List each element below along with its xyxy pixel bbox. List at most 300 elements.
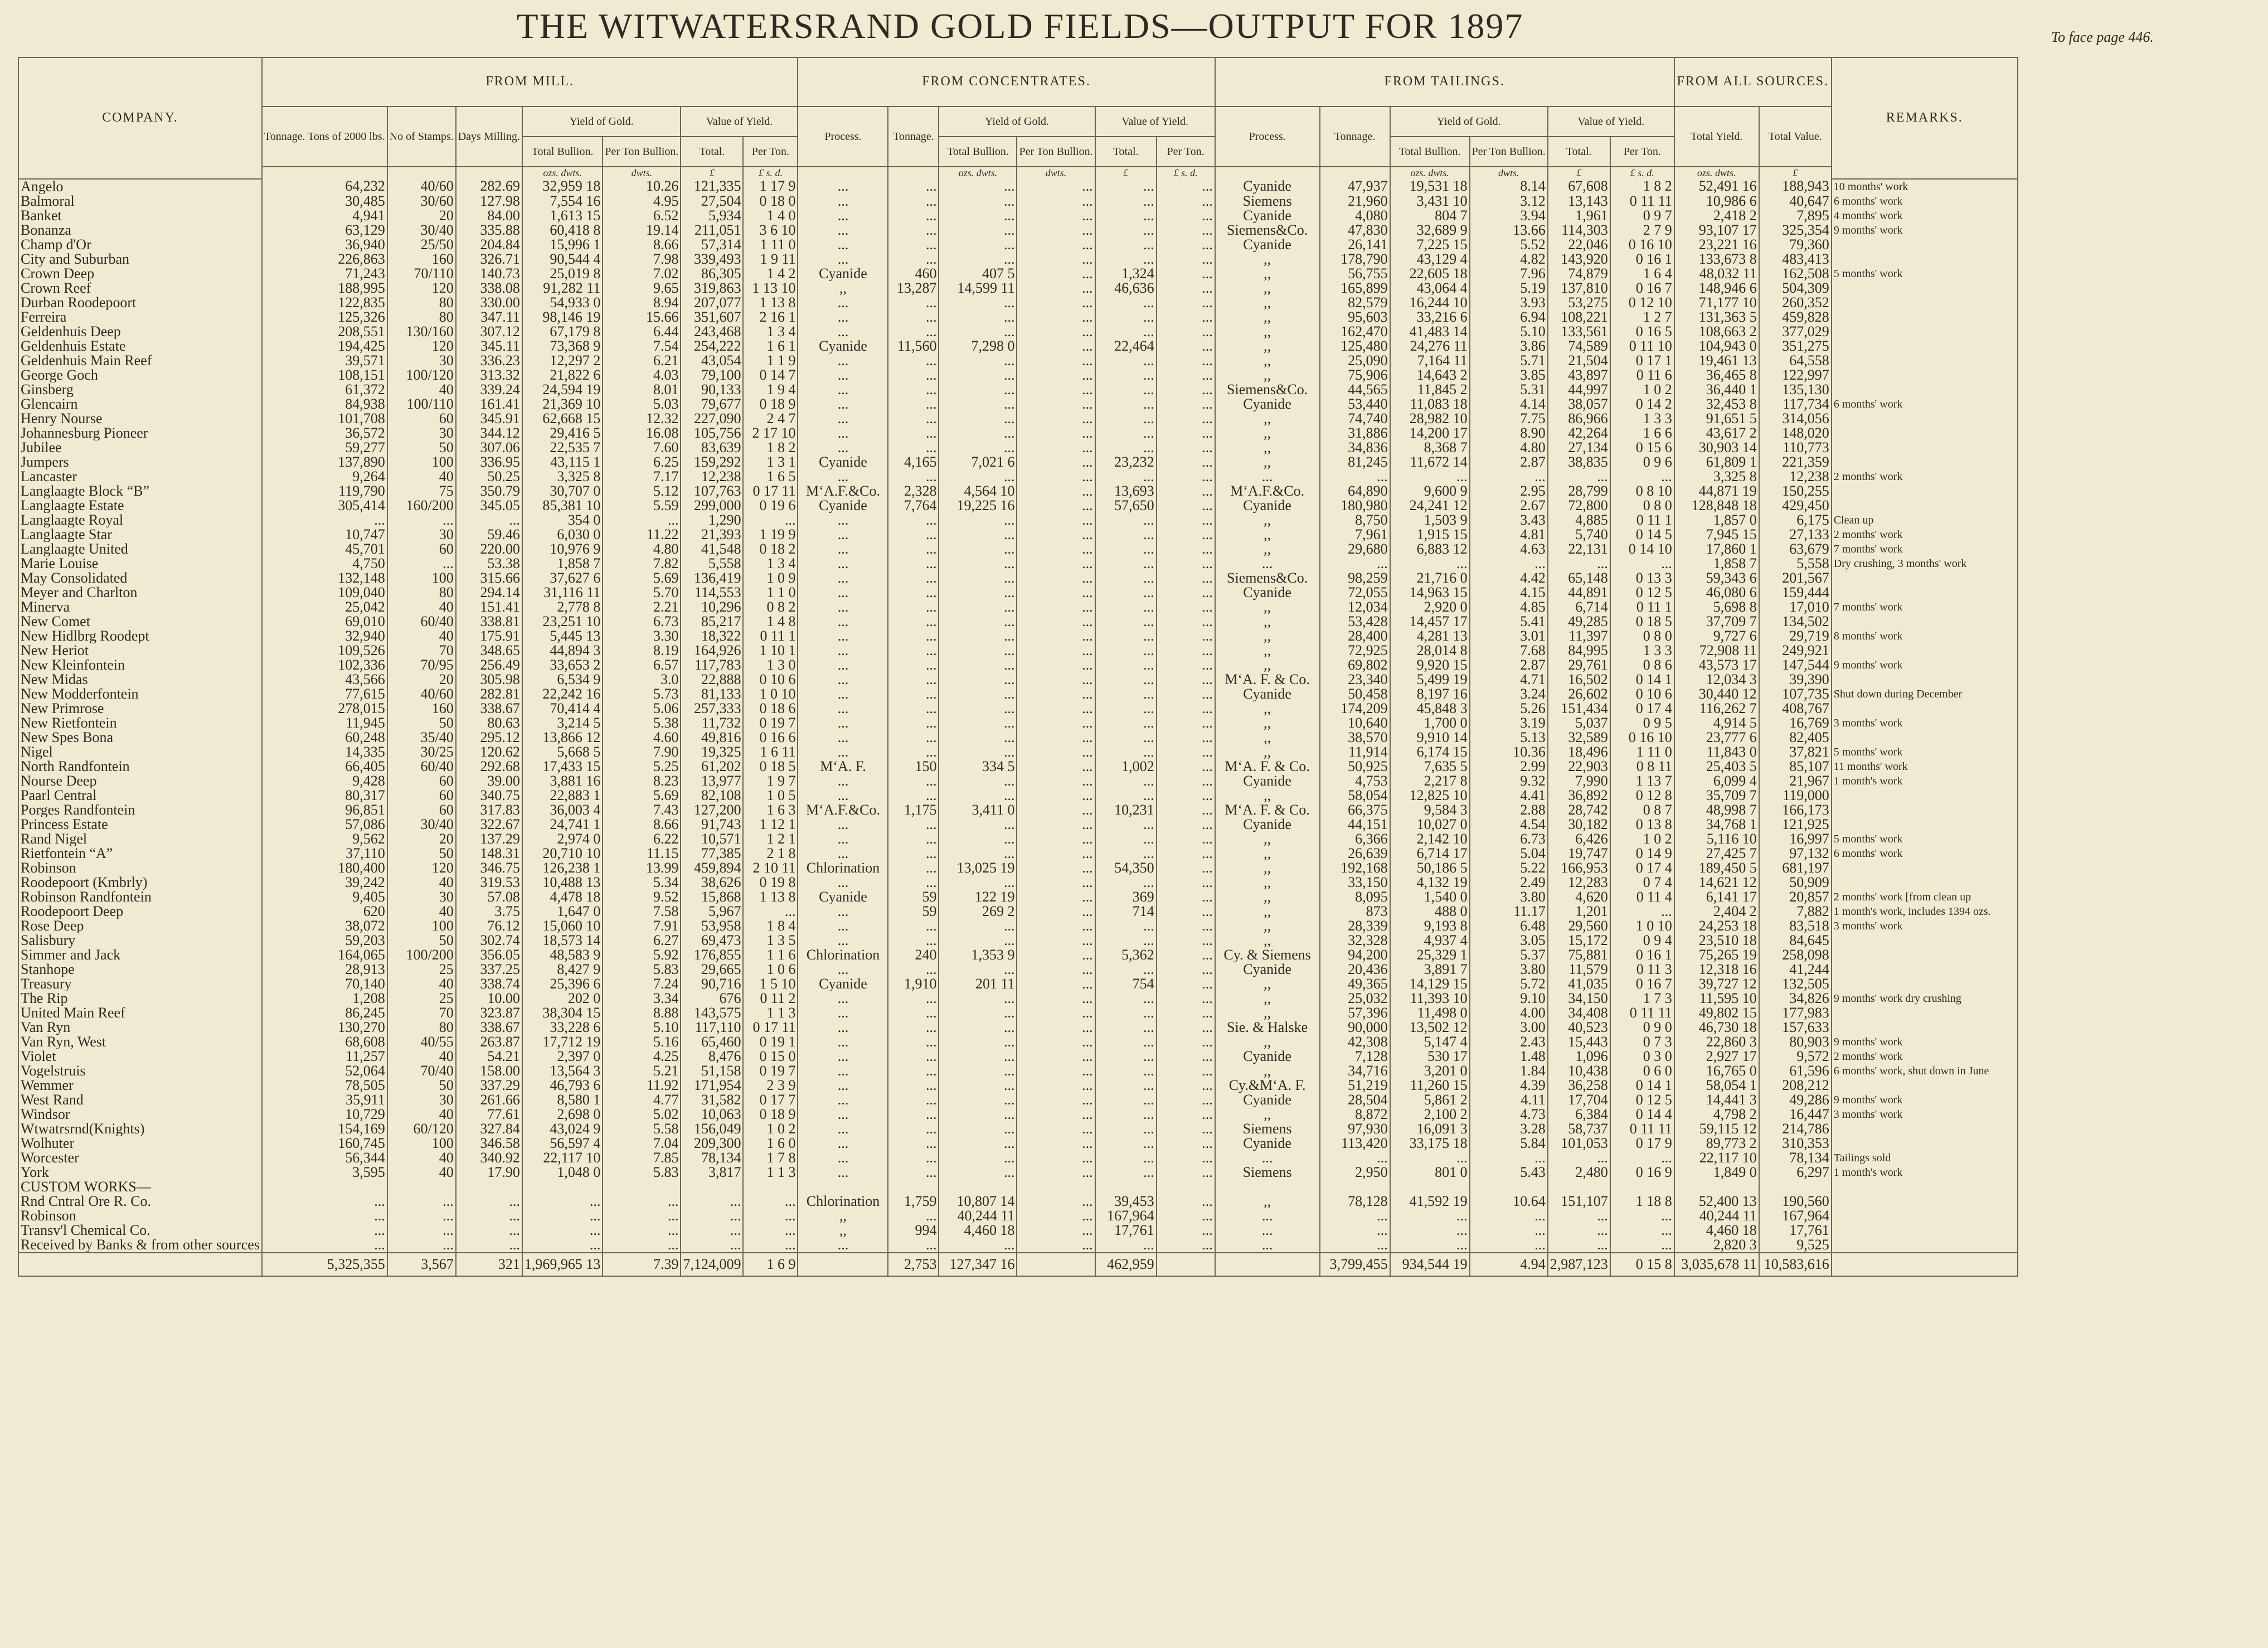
table-cell: 13,977 xyxy=(681,774,743,788)
table-row xyxy=(18,484,2018,498)
table-cell: 52,064 xyxy=(262,1064,387,1078)
table-cell: ... xyxy=(743,1223,798,1238)
table-cell: ... xyxy=(1157,1194,1215,1209)
company-name: Geldenhuis Estate xyxy=(18,339,262,353)
table-cell: 93,107 17 xyxy=(1674,223,1759,237)
table-cell: 2,927 17 xyxy=(1674,1049,1759,1064)
total-cell: 4.94 xyxy=(1470,1253,1548,1276)
table-cell: 47,830 xyxy=(1320,223,1390,237)
table-row xyxy=(18,1122,2018,1136)
table-cell: ... xyxy=(1095,629,1157,643)
table-cell: 0 9 4 xyxy=(1610,933,1674,948)
table-row xyxy=(18,1107,2018,1122)
table-cell: 269 2 xyxy=(939,904,1017,919)
table-cell: 78,128 xyxy=(1320,1194,1390,1209)
table-cell: ... xyxy=(888,209,939,223)
table-cell: 1 2 7 xyxy=(1610,310,1674,324)
table-cell: ,, xyxy=(1215,440,1320,455)
table-cell: ,, xyxy=(1215,846,1320,861)
table-cell: ... xyxy=(798,730,888,745)
table-cell: 620 xyxy=(262,904,387,919)
table-cell: ... xyxy=(1095,382,1157,397)
table-cell: ... xyxy=(1157,991,1215,1006)
remark-cell xyxy=(1832,875,2018,890)
table-cell: 84,995 xyxy=(1548,643,1610,658)
table-cell: 7.68 xyxy=(1470,643,1548,658)
table-cell: 3.24 xyxy=(1470,687,1548,701)
table-cell: 4.82 xyxy=(1470,252,1548,266)
table-cell: 11,560 xyxy=(888,339,939,353)
table-row xyxy=(18,687,2018,701)
table-cell: ... xyxy=(1095,469,1157,484)
table-cell: 0 16 7 xyxy=(1610,977,1674,991)
company-name: Van Ryn xyxy=(18,1020,262,1035)
table-cell: 14,621 12 xyxy=(1674,875,1759,890)
table-cell: ... xyxy=(1017,469,1095,484)
table-cell: 78,134 xyxy=(681,1151,743,1165)
table-cell: 32,959 18 xyxy=(522,179,603,194)
table-cell: ,, xyxy=(1215,513,1320,527)
table-cell: 6.27 xyxy=(603,933,681,948)
table-cell: ... xyxy=(798,209,888,223)
table-cell: 100 xyxy=(387,571,456,585)
table-cell: 45,848 3 xyxy=(1390,701,1470,716)
table-cell: ... xyxy=(1470,556,1548,571)
table-cell: 4.15 xyxy=(1470,585,1548,600)
table-cell: Chlorination xyxy=(798,861,888,875)
table-cell: 53,440 xyxy=(1320,397,1390,411)
table-cell: 1,096 xyxy=(1548,1049,1610,1064)
table-cell: ... xyxy=(939,919,1017,933)
table-cell: ... xyxy=(798,788,888,803)
table-cell: ... xyxy=(798,426,888,440)
table-cell: 504,309 xyxy=(1759,281,1832,295)
table-cell: ... xyxy=(939,1107,1017,1122)
table-cell: 1 1 0 xyxy=(743,585,798,600)
table-cell: ... xyxy=(1215,1151,1320,1165)
table-cell: ... xyxy=(1095,774,1157,788)
table-cell: ... xyxy=(939,614,1017,629)
table-cell: 53,428 xyxy=(1320,614,1390,629)
table-cell: 41,483 14 xyxy=(1390,324,1470,339)
table-cell: 43,054 xyxy=(681,353,743,368)
table-cell: ... xyxy=(888,324,939,339)
table-cell: 1 7 3 xyxy=(1610,991,1674,1006)
table-cell: 49,286 xyxy=(1759,1093,1832,1107)
table-cell: 33,228 6 xyxy=(522,1020,603,1035)
table-cell: 0 8 10 xyxy=(1610,484,1674,498)
table-cell: ,, xyxy=(1215,991,1320,1006)
table-cell: ,, xyxy=(1215,701,1320,716)
table-cell: 46,730 18 xyxy=(1674,1020,1759,1035)
table-cell: ... xyxy=(1390,1209,1470,1223)
table-cell: ... xyxy=(603,1223,681,1238)
table-cell: 180,980 xyxy=(1320,498,1390,513)
table-cell: 19,325 xyxy=(681,745,743,759)
total-cell: 7,124,009 xyxy=(681,1253,743,1276)
from-mill-header: FROM MILL. xyxy=(262,57,798,106)
table-cell: 8.66 xyxy=(603,237,681,252)
table-cell: ,, xyxy=(1215,324,1320,339)
table-cell: Cyanide xyxy=(1215,1093,1320,1107)
table-row xyxy=(18,614,2018,629)
remark-cell xyxy=(1832,1020,2018,1035)
table-cell: 53.38 xyxy=(456,556,522,571)
table-cell: 2,698 0 xyxy=(522,1107,603,1122)
table-cell: 43,573 17 xyxy=(1674,658,1759,672)
remark-cell: 9 months' work xyxy=(1832,1035,2018,1049)
table-cell: 114,553 xyxy=(681,585,743,600)
table-cell: ... xyxy=(1157,310,1215,324)
table-cell: 0 11 11 xyxy=(1610,1006,1674,1020)
table-cell: ... xyxy=(1157,209,1215,223)
table-cell: ... xyxy=(888,745,939,759)
table-cell: 83,639 xyxy=(681,440,743,455)
company-name: West Rand xyxy=(18,1093,262,1107)
table-cell: 11,732 xyxy=(681,716,743,730)
remark-cell: 5 months' work xyxy=(1832,266,2018,281)
table-cell: 46,080 6 xyxy=(1674,585,1759,600)
table-cell: 150,255 xyxy=(1759,484,1832,498)
table-cell: ... xyxy=(743,1209,798,1223)
table-cell: 40 xyxy=(387,469,456,484)
table-cell: ... xyxy=(1095,716,1157,730)
table-cell: ... xyxy=(1095,368,1157,382)
table-cell: ... xyxy=(1157,469,1215,484)
table-cell: 0 19 8 xyxy=(743,875,798,890)
table-cell: 17,860 1 xyxy=(1674,542,1759,556)
table-cell: ... xyxy=(888,1020,939,1035)
table-cell: 50,458 xyxy=(1320,687,1390,701)
remark-cell xyxy=(1832,281,2018,295)
table-cell: 369 xyxy=(1095,890,1157,904)
table-row xyxy=(18,1209,2018,1223)
table-cell: ... xyxy=(1017,266,1095,281)
table-cell: ... xyxy=(939,1165,1017,1180)
table-cell: 75,265 19 xyxy=(1674,948,1759,962)
company-name: Ferreira xyxy=(18,310,262,324)
total-cell xyxy=(18,1253,262,1276)
table-cell: 5.59 xyxy=(603,498,681,513)
table-cell: 0 19 7 xyxy=(743,716,798,730)
table-cell: ... xyxy=(1017,1165,1095,1180)
table-cell: 1 0 9 xyxy=(743,571,798,585)
table-row xyxy=(18,237,2018,252)
table-cell: ,, xyxy=(1215,1006,1320,1020)
table-cell: 307.12 xyxy=(456,324,522,339)
table-cell: 1 0 2 xyxy=(1610,832,1674,846)
company-name: Champ d'Or xyxy=(18,237,262,252)
table-cell: ... xyxy=(1215,1209,1320,1223)
table-cell: 38,570 xyxy=(1320,730,1390,745)
company-name: New Spes Bona xyxy=(18,730,262,745)
total-cell: 127,347 16 xyxy=(939,1253,1017,1276)
table-cell: 9.10 xyxy=(1470,991,1548,1006)
table-cell: 45,701 xyxy=(262,542,387,556)
table-cell: 33,175 18 xyxy=(1390,1136,1470,1151)
table-cell: 714 xyxy=(1095,904,1157,919)
table-cell: 4.39 xyxy=(1470,1078,1548,1093)
table-cell: 11.17 xyxy=(1470,904,1548,919)
table-cell: 5.70 xyxy=(603,585,681,600)
table-cell: 208,551 xyxy=(262,324,387,339)
table-cell: ... xyxy=(1610,1238,1674,1253)
table-cell: 5.72 xyxy=(1470,977,1548,991)
table-cell: ... xyxy=(1215,556,1320,571)
table-cell: 7.98 xyxy=(603,252,681,266)
table-cell: 79,100 xyxy=(681,368,743,382)
table-cell: ... xyxy=(939,730,1017,745)
table-cell: 2,328 xyxy=(888,484,939,498)
table-cell: 52,491 16 xyxy=(1674,179,1759,194)
table-cell: ... xyxy=(1390,1238,1470,1253)
table-cell: ... xyxy=(1095,209,1157,223)
table-cell: 30 xyxy=(387,890,456,904)
table-cell: M‘A.F.&Co. xyxy=(1215,484,1320,498)
table-row xyxy=(18,324,2018,339)
remark-cell xyxy=(1832,948,2018,962)
table-cell: ... xyxy=(681,1238,743,1253)
table-cell: 54.21 xyxy=(456,1049,522,1064)
table-cell: ... xyxy=(1095,179,1157,194)
table-cell: 2.99 xyxy=(1470,759,1548,774)
table-cell: 4.11 xyxy=(1470,1093,1548,1107)
table-cell: 2,480 xyxy=(1548,1165,1610,1180)
table-cell: 143,575 xyxy=(681,1006,743,1020)
table-cell: ... xyxy=(1548,1209,1610,1223)
table-cell: ... xyxy=(798,1107,888,1122)
table-cell: 30/40 xyxy=(387,223,456,237)
table-cell: ... xyxy=(1157,324,1215,339)
table-cell: ... xyxy=(1095,846,1157,861)
table-cell: 1 3 0 xyxy=(743,658,798,672)
table-cell: 60,418 8 xyxy=(522,223,603,237)
table-cell: ... xyxy=(1095,295,1157,310)
table-cell: 8,872 xyxy=(1320,1107,1390,1122)
table-cell: 2,217 8 xyxy=(1390,774,1470,788)
table-cell: 0 19 1 xyxy=(743,1035,798,1049)
table-cell: 337.29 xyxy=(456,1078,522,1093)
unit-pound: £ xyxy=(1548,167,1610,179)
table-cell: ... xyxy=(603,513,681,527)
table-cell: 3,817 xyxy=(681,1165,743,1180)
table-cell: 23,340 xyxy=(1320,672,1390,687)
remark-cell: 6 months' work, shut down in June xyxy=(1832,1064,2018,1078)
table-cell: 0 19 7 xyxy=(743,1064,798,1078)
table-cell: 4,885 xyxy=(1548,513,1610,527)
table-cell: 105,756 xyxy=(681,426,743,440)
table-cell: 8.88 xyxy=(603,1006,681,1020)
table-cell: 1 17 9 xyxy=(743,179,798,194)
table-cell: 1 11 0 xyxy=(1610,745,1674,759)
table-cell: ... xyxy=(1095,1136,1157,1151)
table-cell: 22,131 xyxy=(1548,542,1610,556)
table-cell: ... xyxy=(939,295,1017,310)
table-cell: ... xyxy=(1157,223,1215,237)
table-cell: ... xyxy=(1157,759,1215,774)
table-cell: 7.60 xyxy=(603,440,681,455)
table-cell: ... xyxy=(1095,1078,1157,1093)
table-cell: 11,945 xyxy=(262,716,387,730)
table-cell: 0 15 6 xyxy=(1610,440,1674,455)
table-cell: ... xyxy=(798,904,888,919)
table-cell: 5.83 xyxy=(603,962,681,977)
table-row xyxy=(18,542,2018,556)
table-cell: 1,910 xyxy=(888,977,939,991)
table-cell: 16,244 10 xyxy=(1390,295,1470,310)
table-cell: ,, xyxy=(1215,890,1320,904)
table-cell: 174,209 xyxy=(1320,701,1390,716)
table-cell: ... xyxy=(1095,237,1157,252)
table-cell: ... xyxy=(1157,179,1215,194)
table-cell: 13,564 3 xyxy=(522,1064,603,1078)
table-cell: 126,238 1 xyxy=(522,861,603,875)
table-cell: 2,142 10 xyxy=(1390,832,1470,846)
table-cell: M‘A.F.&Co. xyxy=(798,803,888,817)
table-cell: 0 11 4 xyxy=(1610,890,1674,904)
table-cell: 10,027 0 xyxy=(1390,817,1470,832)
table-cell: 66,375 xyxy=(1320,803,1390,817)
table-cell: 0 9 0 xyxy=(1610,1020,1674,1035)
remark-cell xyxy=(1832,411,2018,426)
table-cell: ... xyxy=(939,817,1017,832)
table-cell: 5,698 8 xyxy=(1674,600,1759,614)
table-cell: 5.22 xyxy=(1470,861,1548,875)
table-cell: 162,470 xyxy=(1320,324,1390,339)
table-cell: 79,360 xyxy=(1759,237,1832,252)
table-cell: 804 7 xyxy=(1390,209,1470,223)
table-row xyxy=(18,1006,2018,1020)
table-cell: ... xyxy=(681,1194,743,1209)
conc-per-ton-value-header: Per Ton. xyxy=(1157,137,1215,167)
table-cell: 94,200 xyxy=(1320,948,1390,962)
table-cell: ... xyxy=(798,1020,888,1035)
table-cell: ... xyxy=(1017,759,1095,774)
table-cell: 39,390 xyxy=(1759,672,1832,687)
table-cell: 100/110 xyxy=(387,397,456,411)
table-cell: ... xyxy=(1095,585,1157,600)
table-cell: 319.53 xyxy=(456,875,522,890)
table-cell: 27,133 xyxy=(1759,527,1832,542)
total-cell: 2,753 xyxy=(888,1253,939,1276)
table-cell: 19,747 xyxy=(1548,846,1610,861)
table-cell: ... xyxy=(939,643,1017,658)
table-cell: 4,798 2 xyxy=(1674,1107,1759,1122)
table-cell: 40/60 xyxy=(387,179,456,194)
table-cell: 9,727 6 xyxy=(1674,629,1759,643)
table-row xyxy=(18,1020,2018,1035)
table-cell: 125,326 xyxy=(262,310,387,324)
table-cell: 7.75 xyxy=(1470,411,1548,426)
table-cell: ,, xyxy=(1215,353,1320,368)
table-cell: 3,411 0 xyxy=(939,803,1017,817)
table-cell: 6,714 xyxy=(1548,600,1610,614)
table-cell: 63,129 xyxy=(262,223,387,237)
table-cell: 0 14 1 xyxy=(1610,1078,1674,1093)
table-cell: 101,708 xyxy=(262,411,387,426)
table-cell: ... xyxy=(939,324,1017,339)
table-cell: 530 17 xyxy=(1390,1049,1470,1064)
table-cell: 81,133 xyxy=(681,687,743,701)
table-cell: 65,148 xyxy=(1548,571,1610,585)
table-cell: 37,110 xyxy=(262,846,387,861)
table-cell: 12,034 xyxy=(1320,600,1390,614)
table-cell: ... xyxy=(798,179,888,194)
table-cell: 0 14 10 xyxy=(1610,542,1674,556)
table-cell: ... xyxy=(1017,788,1095,803)
remark-cell: 9 months' work xyxy=(1832,658,2018,672)
table-cell: 9.65 xyxy=(603,281,681,295)
table-cell: 0 19 6 xyxy=(743,498,798,513)
table-cell: ... xyxy=(1017,948,1095,962)
table-row xyxy=(18,803,2018,817)
table-cell: ... xyxy=(522,1194,603,1209)
table-cell: ,, xyxy=(1215,426,1320,440)
table-cell: 4.00 xyxy=(1470,1006,1548,1020)
table-cell: 148,020 xyxy=(1759,426,1832,440)
table-cell: ... xyxy=(1017,672,1095,687)
company-name: Jubilee xyxy=(18,440,262,455)
company-name: Lancaster xyxy=(18,469,262,484)
table-cell: 10.00 xyxy=(456,991,522,1006)
table-cell: 4.03 xyxy=(603,368,681,382)
table-cell: 8.23 xyxy=(603,774,681,788)
table-cell: 11,672 14 xyxy=(1390,455,1470,469)
table-cell: ... xyxy=(262,1194,387,1209)
table-cell: 59,343 6 xyxy=(1674,571,1759,585)
company-name: Marie Louise xyxy=(18,556,262,571)
table-cell: ... xyxy=(1017,513,1095,527)
table-row xyxy=(18,426,2018,440)
table-cell: ... xyxy=(1095,919,1157,933)
table-cell: 159,444 xyxy=(1759,585,1832,600)
table-cell: 5.12 xyxy=(603,484,681,498)
table-cell: 211,051 xyxy=(681,223,743,237)
table-cell: 5.92 xyxy=(603,948,681,962)
table-cell: 1,503 9 xyxy=(1390,513,1470,527)
table-cell: 322.67 xyxy=(456,817,522,832)
table-cell: 40/60 xyxy=(387,687,456,701)
table-cell: 994 xyxy=(888,1223,939,1238)
table-cell: 90,000 xyxy=(1320,1020,1390,1035)
table-cell: 0 11 6 xyxy=(1610,368,1674,382)
table-cell xyxy=(262,1180,387,1194)
table-cell: 4.41 xyxy=(1470,788,1548,803)
conc-per-ton-bullion-header: Per Ton Bullion. xyxy=(1017,137,1095,167)
table-cell: ... xyxy=(1095,687,1157,701)
table-row xyxy=(18,875,2018,890)
table-row xyxy=(18,890,2018,904)
table-cell: ... xyxy=(1017,1151,1095,1165)
table-cell: ... xyxy=(888,832,939,846)
company-name: Ginsberg xyxy=(18,382,262,397)
table-cell: 3.0 xyxy=(603,672,681,687)
remark-cell xyxy=(1832,382,2018,397)
output-table xyxy=(18,57,2018,1277)
table-cell: 8,476 xyxy=(681,1049,743,1064)
table-row xyxy=(18,1194,2018,1209)
table-cell: Cy.&M‘A. F. xyxy=(1215,1078,1320,1093)
table-cell xyxy=(1470,1180,1548,1194)
table-cell: ,, xyxy=(1215,455,1320,469)
company-name: Rand Nigel xyxy=(18,832,262,846)
table-cell: 7.24 xyxy=(603,977,681,991)
table-cell: 0 16 6 xyxy=(743,730,798,745)
table-cell: 0 16 10 xyxy=(1610,730,1674,745)
mill-tonnage-header: Tonnage. Tons of 2000 lbs. xyxy=(262,106,387,167)
table-cell: ... xyxy=(1095,1035,1157,1049)
table-cell: 48,583 9 xyxy=(522,948,603,962)
